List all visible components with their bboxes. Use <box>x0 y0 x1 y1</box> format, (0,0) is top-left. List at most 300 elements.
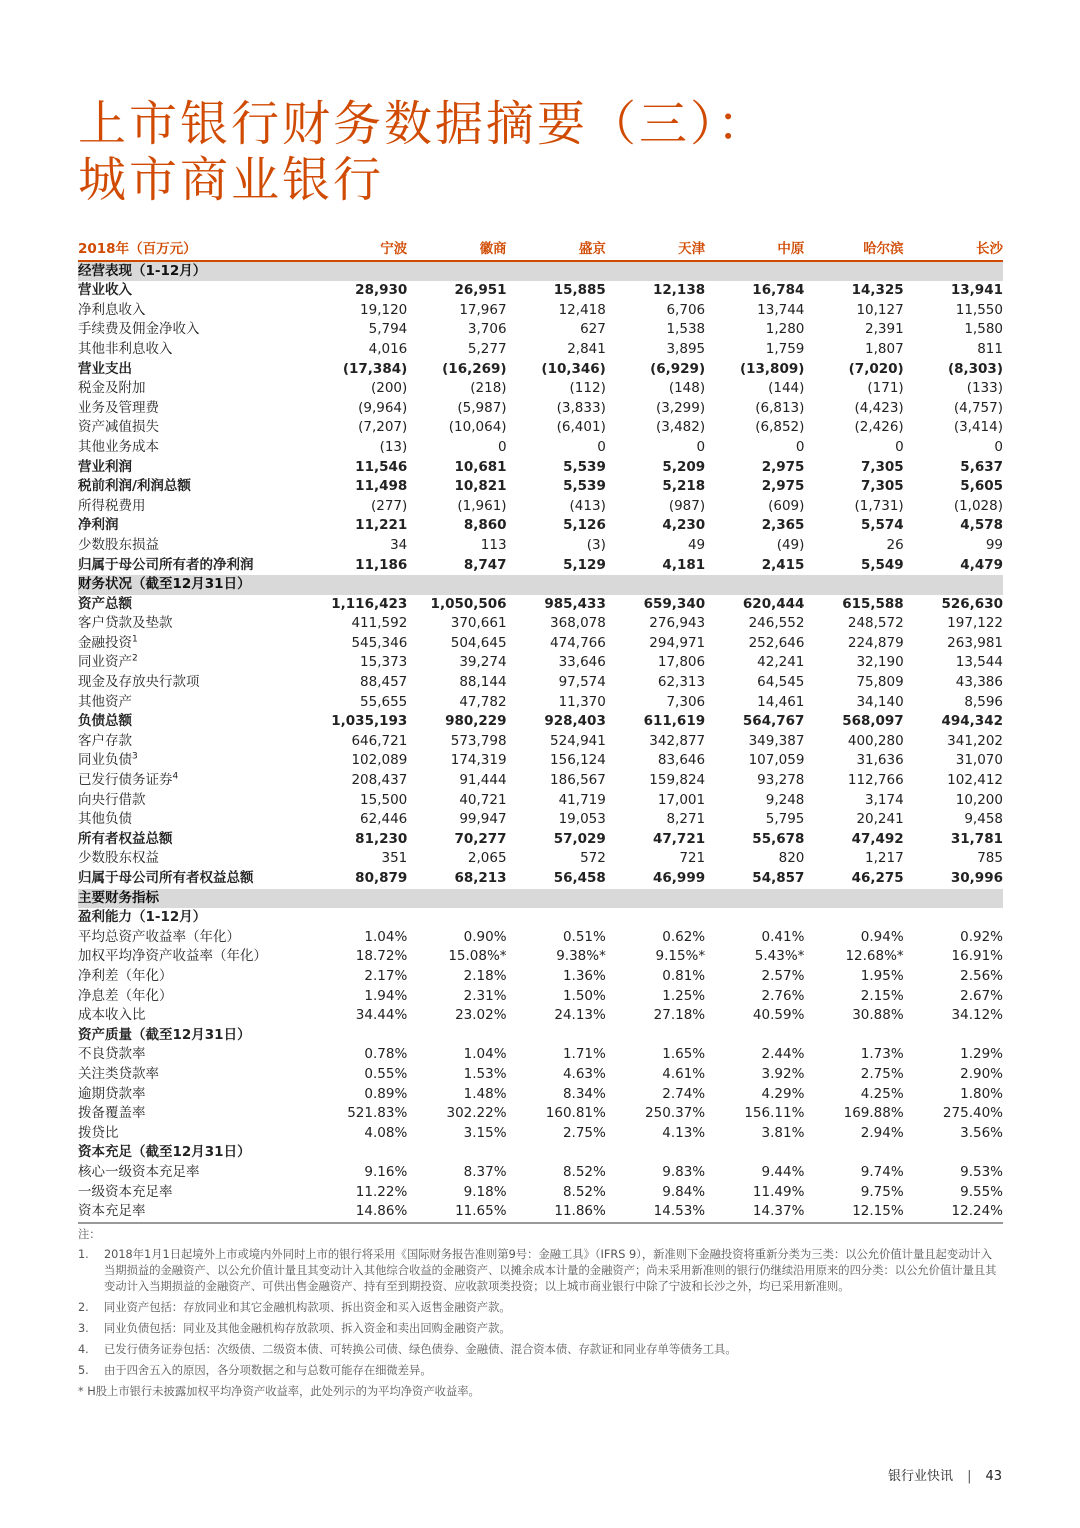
row-label <box>78 1163 308 1183</box>
page-title <box>78 96 768 208</box>
value-cell: 13,744 <box>757 301 805 318</box>
value-cell: 4.25% <box>860 1085 904 1102</box>
value-cell: 16.91% <box>951 948 1003 965</box>
value-cell: 5,795 <box>765 811 805 828</box>
value-cell: 1.29% <box>960 1046 1003 1063</box>
value-cell: 5,637 <box>960 458 1003 475</box>
value-cell: 20,241 <box>856 811 904 828</box>
value-cell: 10,681 <box>454 458 507 475</box>
row-label <box>78 849 308 869</box>
row-label <box>78 1143 1003 1163</box>
value-cell: 15,500 <box>360 791 408 808</box>
value-cell: 62,446 <box>360 811 408 828</box>
row-label-text: 核心一级资本充足率 <box>78 1163 200 1180</box>
value-cell: 294,971 <box>649 634 706 651</box>
row-label <box>78 360 308 380</box>
value-cell: 8,596 <box>964 693 1003 710</box>
value-cell: 985,433 <box>544 595 606 612</box>
value-cell: 5,218 <box>662 478 706 495</box>
table-row <box>78 418 1003 438</box>
value-cell: 13,544 <box>955 654 1003 671</box>
note-item <box>78 1247 1003 1295</box>
value-cell: 0.94% <box>860 928 904 945</box>
notes <box>78 1227 1003 1400</box>
value-cell: 2,415 <box>761 556 805 573</box>
value-cell: 57,029 <box>553 830 606 847</box>
note-number: 1. <box>78 1248 89 1261</box>
value-cell: 11,550 <box>955 301 1003 318</box>
value-cell: 88,144 <box>459 674 507 691</box>
value-cell: 14.86% <box>308 1202 407 1223</box>
value-cell: 1.53% <box>463 1065 507 1082</box>
row-label-text: 所得税费用 <box>78 497 146 514</box>
value-cell: 56,458 <box>553 870 606 886</box>
table-row <box>78 869 1003 889</box>
value-cell: (49) <box>776 536 805 553</box>
value-cell: 41,719 <box>558 791 606 808</box>
value-cell: 0.89% <box>364 1085 408 1102</box>
value-cell: 3,706 <box>467 321 507 338</box>
note-text: 由于四舍五入的原因，各分项数据之和与总数可能存在细微差异。 <box>104 1364 432 1377</box>
value-cell: 2,975 <box>761 458 805 475</box>
value-cell: 5,126 <box>563 517 606 534</box>
row-label-text: 关注类贷款率 <box>78 1065 159 1082</box>
row-label <box>78 908 1003 928</box>
value-cell: (609) <box>768 497 805 514</box>
value-cell: 11.22% <box>355 1183 408 1200</box>
value-cell: 8,747 <box>463 556 507 573</box>
value-cell: 1.48% <box>463 1085 507 1102</box>
row-label <box>78 536 308 556</box>
value-cell: 31,636 <box>856 752 904 769</box>
row-label-text: 已发行债务证券 <box>78 772 173 789</box>
value-cell: 3.56% <box>960 1124 1003 1141</box>
value-cell: 49 <box>687 536 706 553</box>
value-cell: 12,418 <box>558 301 606 318</box>
row-label <box>78 477 308 497</box>
value-cell: 47,492 <box>851 830 904 847</box>
value-cell: 1.73% <box>860 1046 904 1063</box>
value-cell: 11,186 <box>355 556 408 573</box>
page-title-line1: 上市银行财务数据摘要（三）： <box>78 96 769 152</box>
table-row <box>78 712 1003 732</box>
value-cell: 0.78% <box>364 1046 408 1063</box>
row-label-text: 同业负债 <box>78 752 132 769</box>
value-cell: 93,278 <box>757 772 805 789</box>
value-cell: 28,930 <box>355 282 408 299</box>
value-cell: 30,996 <box>950 870 1003 886</box>
row-label-text: 其他负债 <box>78 811 132 828</box>
row-label <box>78 732 308 752</box>
row-label <box>78 261 1003 282</box>
row-label <box>78 712 308 732</box>
value-cell: 524,941 <box>550 732 606 749</box>
value-cell: 2.15% <box>860 987 904 1004</box>
row-label <box>78 830 308 850</box>
value-cell: (148) <box>668 380 706 397</box>
value-cell: (16,269) <box>442 360 507 377</box>
table-row <box>78 693 1003 713</box>
value-cell: 5,794 <box>368 321 408 338</box>
table-row <box>78 301 1003 321</box>
value-cell: 1.36% <box>562 967 606 984</box>
value-cell: 2,391 <box>865 321 904 338</box>
row-label-text: 同业资产 <box>78 654 132 671</box>
row-label <box>78 399 308 419</box>
row-label <box>78 1124 308 1144</box>
value-cell: (7,207) <box>358 419 408 436</box>
value-cell: (144) <box>768 380 805 397</box>
bank-header: 哈尔滨 <box>804 240 903 261</box>
value-cell: 17,001 <box>657 791 706 808</box>
value-cell: 4.29% <box>761 1085 805 1102</box>
row-label-text: 税金及附加 <box>78 380 146 397</box>
table-row <box>78 438 1003 458</box>
table-row <box>78 360 1003 380</box>
row-label-text: 少数股东权益 <box>78 850 159 867</box>
value-cell: (8,303) <box>947 360 1003 377</box>
row-label-text: 其他非利息收入 <box>78 340 173 357</box>
value-cell: 10,200 <box>955 791 1003 808</box>
value-cell: 159,824 <box>649 772 706 789</box>
value-cell: 9.16% <box>364 1163 408 1180</box>
table-row <box>78 1085 1003 1105</box>
value-cell: 8,860 <box>463 517 507 534</box>
table-subsection-row <box>78 908 1003 928</box>
table-row <box>78 340 1003 360</box>
value-cell: 23.02% <box>455 1007 507 1024</box>
note-number: 5. <box>78 1364 89 1377</box>
value-cell: 8.52% <box>562 1163 606 1180</box>
row-label <box>78 1065 308 1085</box>
value-cell: (112) <box>569 380 606 397</box>
value-cell: 197,122 <box>947 615 1003 632</box>
row-label <box>78 340 308 360</box>
value-cell: 1,807 <box>865 340 904 357</box>
value-cell: (9,964) <box>358 399 408 416</box>
value-cell: 27.18% <box>653 1007 706 1024</box>
table-row <box>78 1006 1003 1026</box>
value-cell: 1.04% <box>463 1046 507 1063</box>
value-cell: (5,987) <box>457 399 507 416</box>
value-cell: (133) <box>966 380 1003 397</box>
value-cell: 174,319 <box>450 752 507 769</box>
footer-separator: | <box>967 1469 972 1484</box>
value-cell: (6,813) <box>755 399 805 416</box>
value-cell: 68,213 <box>454 870 507 886</box>
value-cell: 0.81% <box>662 967 706 984</box>
value-cell: 34.44% <box>355 1007 408 1024</box>
value-cell: 820 <box>778 850 805 867</box>
value-cell: 572 <box>580 850 606 867</box>
note-item <box>78 1321 1003 1337</box>
value-cell: 0 <box>597 438 606 455</box>
value-cell: 14.53% <box>606 1202 705 1223</box>
value-cell: 156.11% <box>744 1105 805 1122</box>
row-label-text: 资产总额 <box>78 595 132 612</box>
row-label-text: 手续费及佣金净收入 <box>78 321 200 338</box>
value-cell: 1.95% <box>860 967 904 984</box>
row-label <box>78 653 308 673</box>
value-cell: 11,221 <box>355 517 408 534</box>
row-label-text: 净息差（年化） <box>78 987 173 1004</box>
table-row <box>78 751 1003 771</box>
value-cell: 349,387 <box>748 732 805 749</box>
row-label <box>78 438 308 458</box>
row-label-text: 经营表现（1-12月） <box>78 262 207 279</box>
value-cell: 32,190 <box>856 654 904 671</box>
table-row <box>78 771 1003 791</box>
table-row <box>78 791 1003 811</box>
row-label-text: 财务状况（截至12月31日） <box>78 576 251 593</box>
row-label <box>78 967 308 987</box>
value-cell: 83,646 <box>657 752 706 769</box>
value-cell: (7,020) <box>848 360 904 377</box>
value-cell: 15.08%* <box>448 948 507 965</box>
value-cell: 19,120 <box>360 301 408 318</box>
bank-header: 天津 <box>606 240 705 261</box>
value-cell: 1.65% <box>662 1046 706 1063</box>
table-row <box>78 810 1003 830</box>
value-cell: 0.41% <box>761 928 805 945</box>
value-cell: (218) <box>470 380 507 397</box>
value-cell: 17,806 <box>657 654 706 671</box>
value-cell: 24.13% <box>554 1007 606 1024</box>
table-row <box>78 1183 1003 1203</box>
row-label <box>78 1045 308 1065</box>
row-label <box>78 869 308 889</box>
row-label-text: 营业利润 <box>78 458 132 475</box>
value-cell: 4,578 <box>960 517 1003 534</box>
value-cell: 620,444 <box>742 595 805 612</box>
table-section-row <box>78 575 1003 595</box>
value-cell: 504,645 <box>450 634 507 651</box>
value-cell: (413) <box>569 497 606 514</box>
value-cell: (3) <box>586 536 606 553</box>
value-cell: 34,140 <box>856 693 904 710</box>
value-cell: 564,767 <box>742 713 805 730</box>
value-cell: 55,678 <box>752 830 805 847</box>
table-header-label: 2018年（百万元） <box>78 240 308 261</box>
row-label <box>78 497 308 517</box>
value-cell: (171) <box>867 380 904 397</box>
value-cell: 2,065 <box>467 850 507 867</box>
row-label-text: 加权平均净资产收益率（年化） <box>78 948 267 965</box>
row-label <box>78 379 308 399</box>
value-cell: 9.44% <box>761 1163 805 1180</box>
value-cell: 186,567 <box>550 772 606 789</box>
value-cell: 9.18% <box>463 1183 507 1200</box>
value-cell: 250.37% <box>645 1105 706 1122</box>
table-body <box>78 261 1003 1223</box>
row-label-text: 主要财务指标 <box>78 889 159 906</box>
value-cell: 99 <box>985 536 1003 553</box>
value-cell: 42,241 <box>757 654 805 671</box>
value-cell: 646,721 <box>351 732 408 749</box>
value-cell: 2,841 <box>567 340 606 357</box>
value-cell: (6,929) <box>650 360 706 377</box>
value-cell: (3,414) <box>953 419 1003 436</box>
table-row <box>78 967 1003 987</box>
row-label-text: 净利差（年化） <box>78 967 173 984</box>
table-row <box>78 928 1003 948</box>
value-cell: 8.34% <box>562 1085 606 1102</box>
value-cell: 2,975 <box>761 478 805 495</box>
value-cell: 811 <box>977 340 1003 357</box>
value-cell: 208,437 <box>351 772 408 789</box>
value-cell: 3.81% <box>761 1124 805 1141</box>
value-cell: 659,340 <box>643 595 706 612</box>
value-cell: (3,299) <box>655 399 706 416</box>
value-cell: 47,782 <box>459 693 507 710</box>
value-cell: 2.75% <box>562 1124 606 1141</box>
value-cell: 26 <box>886 536 904 553</box>
value-cell: 1,280 <box>765 321 805 338</box>
value-cell: 2.56% <box>960 967 1003 984</box>
value-cell: 351 <box>381 850 408 867</box>
value-cell: (1,731) <box>854 497 904 514</box>
value-cell: 18.72% <box>355 948 408 965</box>
row-label-text: 资产质量（截至12月31日） <box>78 1026 251 1043</box>
note-item <box>78 1300 1003 1316</box>
value-cell: 1.80% <box>960 1085 1003 1102</box>
value-cell: 10,821 <box>454 478 507 495</box>
value-cell: 9.53% <box>960 1163 1003 1180</box>
value-cell: 980,229 <box>445 713 507 730</box>
footnote-marker: 1 <box>132 634 138 645</box>
value-cell: 9.15%* <box>655 948 706 965</box>
value-cell: 2.31% <box>463 987 507 1004</box>
table-row <box>78 379 1003 399</box>
value-cell: 34.12% <box>951 1007 1003 1024</box>
value-cell: 46,999 <box>653 870 706 886</box>
table-row <box>78 849 1003 869</box>
note-text: 2018年1月1日起境外上市或境内外同时上市的银行将采用《国际财务报告准则第9号：金融工具》（IFRS 9），新准则下金融投资将重新分类为三类：以公允价值计量且起变动计入当期损益的金融资产、以公允价值计量且其变动计入其他综合收益的金融资产、以摊余成本计量的金融资产；尚未采用新准则的银行仍继续沿用原来的四分类：以公允价值计量且其变动计入当期损益的金融资产、可供出售金融资产、持有至到期投资、应收款项类投资；以上城市商业银行中除了宁波和长沙之外，均已采用新准则。 <box>104 1248 997 1293</box>
row-label <box>78 418 308 438</box>
table-subsection-row <box>78 1026 1003 1046</box>
page-footer <box>888 1465 1002 1484</box>
value-cell: 46,275 <box>851 870 904 886</box>
table-row <box>78 987 1003 1007</box>
table-header-row <box>78 240 1003 261</box>
value-cell: 156,124 <box>550 752 606 769</box>
table-row <box>78 1045 1003 1065</box>
value-cell: 0 <box>696 438 706 455</box>
row-label <box>78 1006 308 1026</box>
value-cell: 1,580 <box>964 321 1003 338</box>
row-label-text: 所有者权益总额 <box>78 830 173 847</box>
value-cell: 1,035,193 <box>331 713 408 730</box>
value-cell: (987) <box>668 497 706 514</box>
value-cell: 31,781 <box>950 830 1003 847</box>
row-label-text: 净利息收入 <box>78 301 146 318</box>
value-cell: 9.38%* <box>556 948 606 965</box>
value-cell: 70,277 <box>454 830 507 847</box>
row-label <box>78 673 308 693</box>
row-label-text: 客户贷款及垫款 <box>78 615 173 632</box>
value-cell: 1.25% <box>662 987 706 1004</box>
bank-header: 盛京 <box>507 240 606 261</box>
row-label-text: 资本充足率 <box>78 1203 146 1220</box>
value-cell: 1,538 <box>666 321 706 338</box>
bank-header: 中原 <box>705 240 804 261</box>
table-row <box>78 595 1003 615</box>
value-cell: (13) <box>379 438 408 455</box>
value-cell: 81,230 <box>355 830 408 847</box>
value-cell: 62,313 <box>657 674 706 691</box>
value-cell: 5,129 <box>563 556 606 573</box>
value-cell: 2.18% <box>463 967 507 984</box>
table-row <box>78 614 1003 634</box>
row-label <box>78 1085 308 1105</box>
value-cell: 248,572 <box>847 615 904 632</box>
value-cell: (13,809) <box>739 360 805 377</box>
value-cell: 34 <box>390 536 408 553</box>
table-row <box>78 634 1003 654</box>
table-row <box>78 516 1003 536</box>
value-cell: 97,574 <box>558 674 606 691</box>
table-row <box>78 1202 1003 1223</box>
value-cell: 4,181 <box>662 556 706 573</box>
value-cell: 16,784 <box>752 282 805 299</box>
row-label-text: 税前利润/利润总额 <box>78 478 191 495</box>
row-label <box>78 928 308 948</box>
footnote-marker: 4 <box>172 771 179 782</box>
value-cell: 15,373 <box>360 654 408 671</box>
value-cell: 3.15% <box>463 1124 507 1141</box>
value-cell: 368,078 <box>550 615 606 632</box>
value-cell: 3,174 <box>865 791 904 808</box>
note-number: 3. <box>78 1322 89 1335</box>
row-label-text: 平均总资产收益率（年化） <box>78 928 240 945</box>
table-row <box>78 497 1003 517</box>
page-number: 43 <box>985 1469 1002 1484</box>
value-cell: 785 <box>977 850 1003 867</box>
table-section-row <box>78 889 1003 909</box>
table-row <box>78 1065 1003 1085</box>
value-cell: 1,759 <box>765 340 805 357</box>
value-cell: 494,342 <box>941 713 1003 730</box>
value-cell: 160.81% <box>545 1105 606 1122</box>
notes-title: 注： <box>78 1228 101 1241</box>
value-cell: 11.65% <box>407 1202 506 1223</box>
row-label <box>78 751 308 771</box>
value-cell: 4.13% <box>662 1124 706 1141</box>
row-label <box>78 889 1003 909</box>
table-row <box>78 732 1003 752</box>
value-cell: (1,961) <box>457 497 507 514</box>
value-cell: 6,706 <box>666 301 706 318</box>
row-label-text: 逾期贷款率 <box>78 1085 146 1102</box>
value-cell: 2.75% <box>860 1065 904 1082</box>
value-cell: 43,386 <box>955 674 1003 691</box>
value-cell: 4,479 <box>960 556 1003 573</box>
value-cell: (17,384) <box>342 360 408 377</box>
value-cell: (6,852) <box>755 419 805 436</box>
note-number: 4. <box>78 1343 89 1356</box>
row-label <box>78 595 308 615</box>
row-label <box>78 556 308 576</box>
value-cell: 252,646 <box>748 634 805 651</box>
table-row <box>78 1104 1003 1124</box>
value-cell: 0 <box>895 438 904 455</box>
note-item <box>78 1363 1003 1379</box>
value-cell: (1,028) <box>953 497 1003 514</box>
value-cell: 1.50% <box>562 987 606 1004</box>
value-cell: (4,423) <box>854 399 904 416</box>
value-cell: 7,305 <box>860 478 904 495</box>
value-cell: 7,305 <box>860 458 904 475</box>
